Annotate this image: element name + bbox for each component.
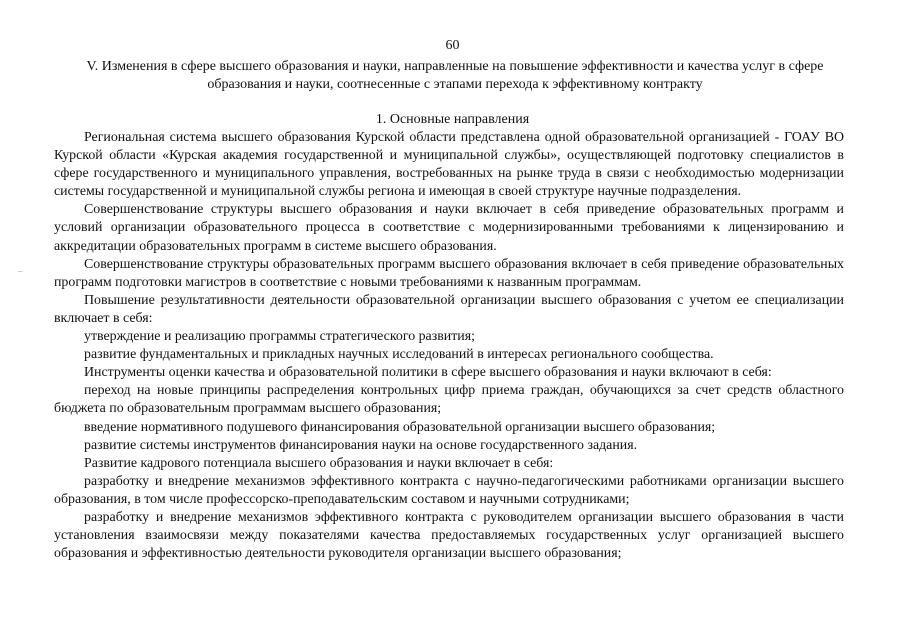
list-item: разработку и внедрение механизмов эффективного контракта с научно-педагогическими работниками организации высшего образования, в том числе профессорско-преподавательским составом и научными сотрудниками; <box>54 473 844 507</box>
list-item: утверждение и реализацию программы стратегического развития; <box>84 329 475 345</box>
body-text <box>54 129 844 563</box>
list-item: разработку и внедрение механизмов эффективного контракта с руководителем организации высшего образования в части установления взаимосвязи между показателями качества предоставляемых государственных услуг организацией высшего образования и эффективностью деятельности руководителя организации высшего образования; <box>54 509 844 562</box>
paragraph: Региональная система высшего образования Курской области представлена одной образовательной организацией - ГОАУ ВО Курской области «Курская академия государственной и муниципальной службы», осуществляющей подготовку специалистов в сфере государственного и муниципального управления, востребованных на рынке труда в связи с необходимостью модернизации системы государственной и муниципальной службы региона и имеющая в своей структуре научные подразделения. <box>54 130 844 200</box>
paragraph: Совершенствование структуры высшего образования и науки включает в себя приведение образовательных программ и условий организации образовательного процесса в соответствие с модернизированными требованиями к лицензированию и аккредитации образовательных программ в системе высшего образования. <box>54 202 844 254</box>
margin-mark: – <box>18 266 23 276</box>
list-item: переход на новые принципы распределения контрольных цифр приема граждан, обучающихся за счет средств областного бюджета по образовательным программам высшего образования; <box>54 383 844 417</box>
paragraph: Развитие кадрового потенциала высшего образования и науки включает в себя: <box>84 455 554 471</box>
list-item: развитие системы инструментов финансирования науки на основе государственного задания. <box>84 437 638 453</box>
section-title: V. Изменения в сфере высшего образования и науки, направленные на повышение эффективности и качества услуг в сфере образования и науки, соотнесенные с этапами перехода к эффективному контракту <box>86 59 824 92</box>
page-number: 60 <box>445 38 460 53</box>
paragraph: Совершенствование структуры образовательных программ высшего образования включает в себя приведение образовательных программ подготовки магистров в соответствие с новыми требованиями к названным программам. <box>54 256 844 290</box>
list-item: введение нормативного подушевого финансирования образовательной организации высшего образования; <box>84 419 716 435</box>
paragraph: Инструменты оценки качества и образовательной политики в сфере высшего образования и науки включают в себя: <box>84 365 772 381</box>
list-item: развитие фундаментальных и прикладных научных исследований в интересах регионального сообщества. <box>84 347 714 363</box>
paragraph: Повышение результативности деятельности образовательной организации высшего образования с учетом ее специализации включает в себя: <box>54 292 844 326</box>
subsection-title: 1. Основные направления <box>375 112 530 127</box>
